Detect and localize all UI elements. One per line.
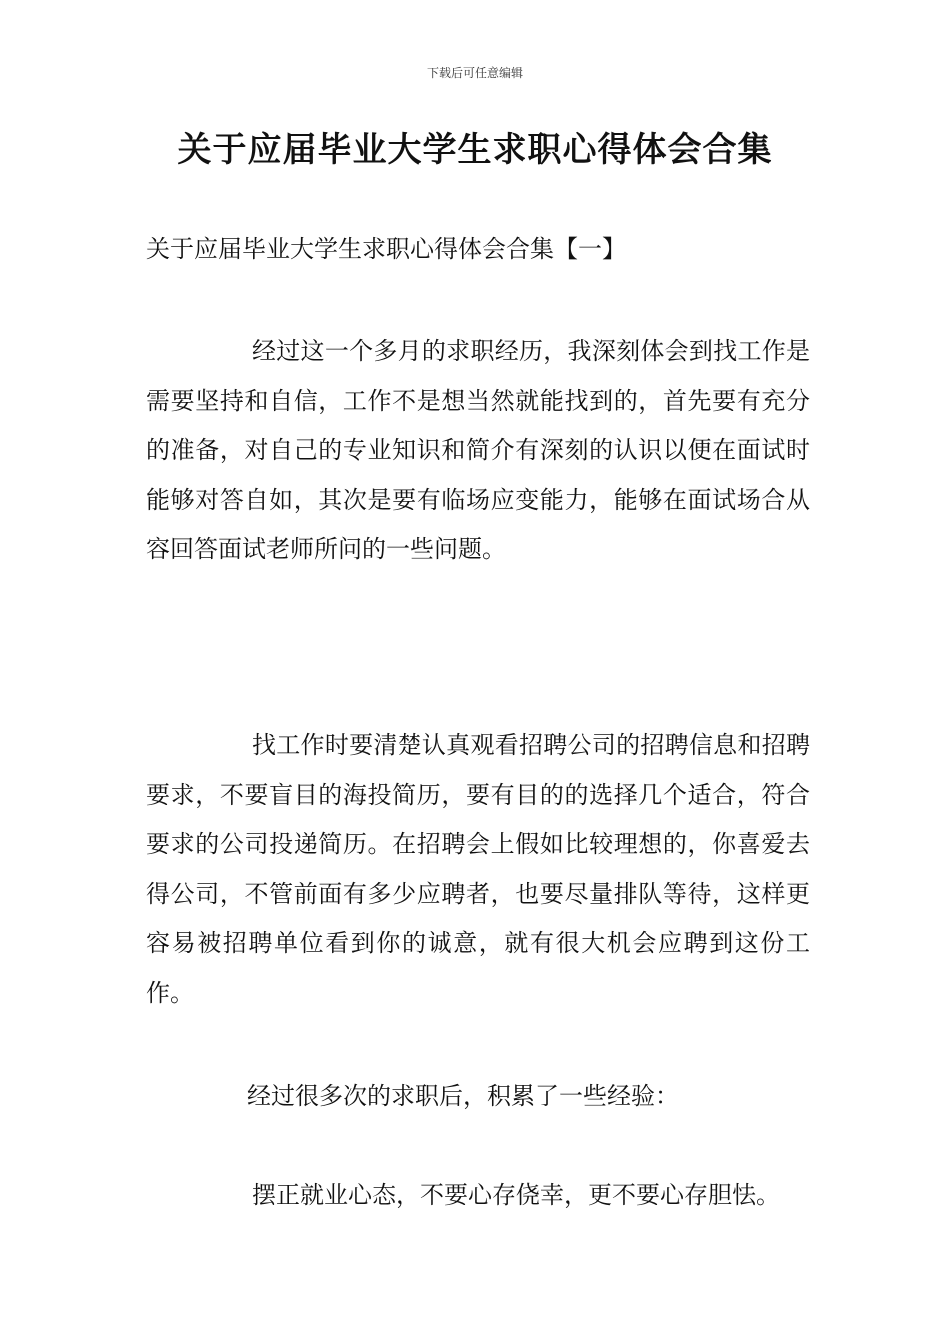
paragraph-3: 经过很多次的求职后，积累了一些经验： bbox=[247, 1082, 679, 1110]
paragraph-2: 找工作时要清楚认真观看招聘公司的招聘信息和招聘要求，不要盲目的海投简历，要有目的的选择几个适合，符合要求的公司投递简历。在招聘会上假如比较理想的，你喜爱去得公司，不管前面有多少应聘者，也要尽量排队等待，这样更容易被招聘单位看到你的诚意，就有很大机会应聘到这份工作。 bbox=[146, 731, 810, 1007]
paragraph-1: 经过这一个多月的求职经历，我深刻体会到找工作是需要坚持和自信，工作不是想当然就能找到的，首先要有充分的准备，对自己的专业知识和简介有深刻的认识以便在面试时能够对答自如，其次是要有临场应变能力，能够在面试场合从容回答面试老师所问的一些问题。 bbox=[146, 337, 810, 563]
header-note: 下载后可任意编辑 bbox=[426, 66, 523, 80]
document-title: 关于应届毕业大学生求职心得体会合集 bbox=[177, 130, 773, 170]
paragraph-4: 摆正就业心态，不要心存侥幸，更不要心存胆怯。 bbox=[252, 1181, 780, 1209]
section-heading: 关于应届毕业大学生求职心得体会合集【一】 bbox=[146, 235, 626, 263]
